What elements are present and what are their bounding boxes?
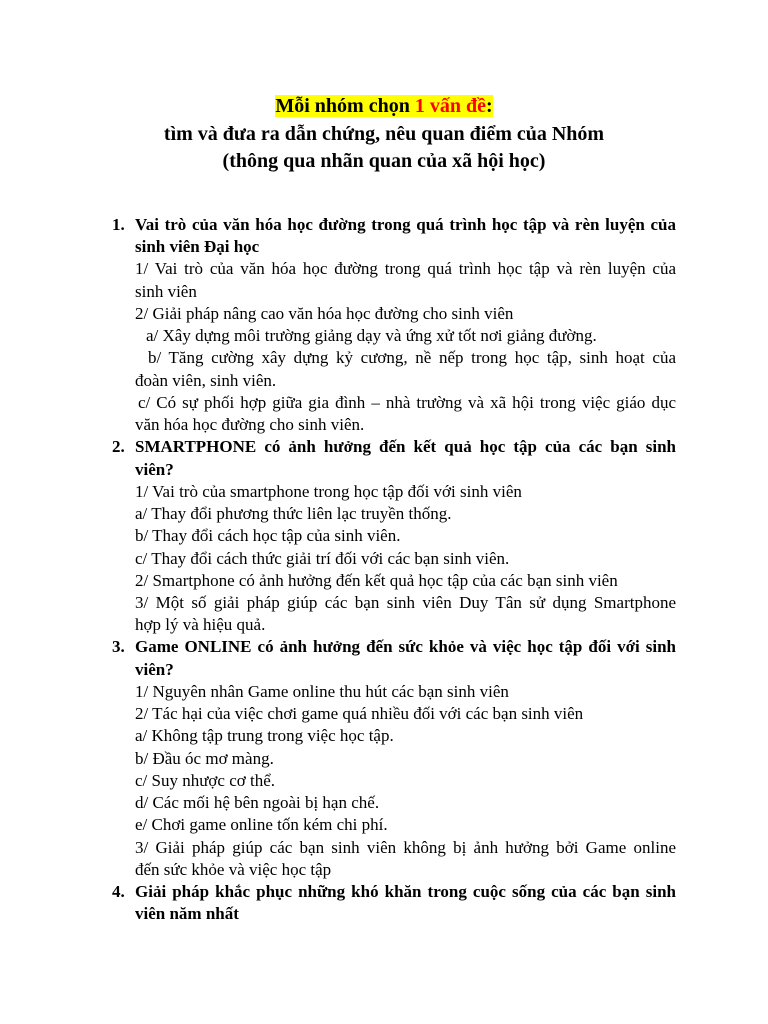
topic-detail-line: b/ Đầu óc mơ màng. (135, 748, 274, 768)
topic-number: 2. (112, 437, 125, 457)
heading-highlight (275, 95, 492, 117)
topic-title-line: SMARTPHONE có ảnh hưởng đến kết quả học tập của các bạn sinh (135, 437, 676, 457)
topic-title-line: sinh viên Đại học (135, 237, 260, 257)
topic-number: 3. (112, 637, 125, 657)
topic-detail-line: c/ Có sự phối hợp giữa gia đình – nhà trường và xã hội trong việc giáo dục (138, 392, 676, 412)
topic-detail-line: đến sức khỏe và việc học tập (135, 859, 332, 879)
topic-title-line: viên năm nhất (135, 904, 239, 924)
topic-title-line: Game ONLINE có ảnh hưởng đến sức khỏe và việc học tập đối với sinh (135, 637, 676, 657)
heading-line-1-prefix: Mỗi nhóm chọn (275, 95, 415, 117)
topic-number: 1. (112, 215, 125, 234)
topic-title-line: viên? (135, 459, 174, 479)
topic-item (112, 436, 676, 636)
topic-title-line: Vai trò của văn hóa học đường trong quá trình học tập và rèn luyện của (135, 215, 676, 234)
topic-title-line: viên? (135, 659, 174, 679)
topic-item (112, 881, 676, 925)
topic-detail-line: văn hóa học đường cho sinh viên. (135, 415, 365, 435)
topic-number: 4. (112, 882, 125, 902)
topic-detail-line: a/ Xây dựng môi trường giảng dạy và ứng xử tốt nơi giảng đường. (146, 326, 597, 346)
topic-detail-line: a/ Thay đổi phương thức liên lạc truyền thống. (135, 504, 452, 524)
heading-line-2: tìm và đưa ra dẫn chứng, nêu quan điểm của Nhóm (163, 122, 605, 145)
topic-detail-line: đoàn viên, sinh viên. (135, 370, 277, 390)
heading-line-1-suffix: : (485, 95, 493, 117)
topic-detail-line: e/ Chơi game online tốn kém chi phí. (135, 815, 388, 835)
topic-item (112, 214, 676, 436)
document-heading (0, 93, 768, 176)
topic-detail-line: 3/ Giải pháp giúp các bạn sinh viên không bị ảnh hưởng bởi Game online (135, 837, 676, 857)
topic-detail-line: sinh viên (135, 281, 197, 301)
topic-detail-line: a/ Không tập trung trong việc học tập. (135, 726, 394, 746)
heading-line-3: (thông qua nhãn quan của xã hội học) (222, 150, 546, 172)
topic-detail-line: 2/ Smartphone có ảnh hưởng đến kết quả học tập của các bạn sinh viên (135, 570, 618, 590)
heading-line-1 (0, 93, 768, 121)
topic-list (112, 214, 676, 926)
topic-detail-line: b/ Tăng cường xây dựng kỷ cương, nề nếp trong học tập, sinh hoạt của (148, 348, 676, 368)
topic-detail-line: c/ Thay đổi cách thức giải trí đối với các bạn sinh viên. (135, 548, 510, 568)
topic-detail-line: d/ Các mối hệ bên ngoài bị hạn chế. (135, 793, 380, 813)
topic-detail-line: 1/ Vai trò của văn hóa học đường trong quá trình học tập và rèn luyện của (135, 259, 676, 279)
topic-detail-line: 1/ Vai trò của smartphone trong học tập đối với sinh viên (135, 481, 522, 501)
topic-detail-line: hợp lý và hiệu quả. (135, 615, 266, 635)
topic-detail-line: 2/ Giải pháp nâng cao văn hóa học đường cho sinh viên (135, 303, 514, 323)
topic-title-line: Giải pháp khắc phục những khó khăn trong cuộc sống của các bạn sinh (135, 882, 676, 902)
topic-detail-line: b/ Thay đổi cách học tập của sinh viên. (135, 526, 401, 546)
topic-detail-line: 2/ Tác hại của việc chơi game quá nhiều đối với các bạn sinh viên (135, 704, 584, 724)
topic-detail-line: 3/ Một số giải pháp giúp các bạn sinh viên Duy Tân sử dụng Smartphone (135, 592, 676, 612)
topic-item (112, 636, 676, 881)
heading-emphasis: 1 vấn đề (414, 95, 486, 117)
topic-detail-line: c/ Suy nhược cơ thể. (135, 770, 276, 790)
topic-detail-line: 1/ Nguyên nhân Game online thu hút các bạn sinh viên (135, 681, 509, 701)
